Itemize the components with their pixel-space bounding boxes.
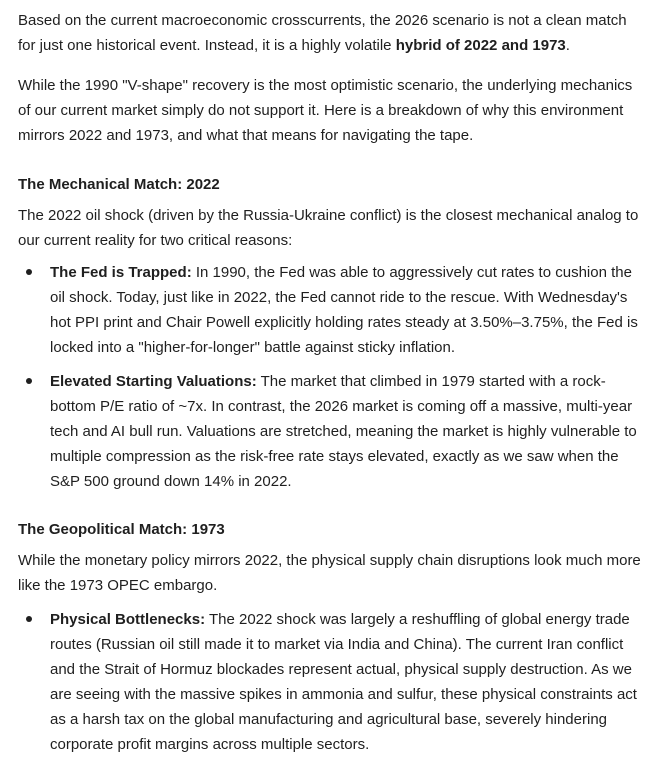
intro-emphasis: hybrid of 2022 and 1973 — [395, 37, 566, 54]
intro-paragraph-2: While the 1990 "V-shape" recovery is the most optimistic scenario, the underlying mechanics of our current market simply do not support it. Here is a breakdown of why this environment mirrors 2022 and 1973, and what that means for navigating the tape. — [18, 77, 633, 144]
bullet-title: Elevated Starting Valuations: — [50, 373, 257, 390]
intro-text-start: Based on the current macroeconomic crosscurrents, the 2026 scenario is not a clean match for just one historical event. Instead, it is a highly volatile — [18, 12, 627, 54]
bullet-text: The 2022 shock was largely a reshuffling of global energy trade routes (Russian oil still made it to market via India and China). The current Iran conflict and the Strait of Hormuz blockades represent actual, physical supply destruction. As we are seeing with the massive spikes in ammonia and sulfur, these physical constraints act as a harsh tax on the global manufacturing and agricultural base, severely hindering corporate profit margins across multiple sectors. — [50, 611, 637, 753]
bullet-dot — [26, 269, 32, 275]
section-heading-1973: The Geopolitical Match: 1973 — [18, 521, 225, 538]
section-heading-2022: The Mechanical Match: 2022 — [18, 176, 220, 193]
bullet-title: The Fed is Trapped: — [50, 264, 192, 281]
section-1973-intro: While the monetary policy mirrors 2022, the physical supply chain disruptions look much more like the 1973 OPEC embargo. — [18, 552, 641, 594]
bullet-elevated-valuations — [50, 369, 648, 494]
bullet-physical-bottlenecks — [50, 607, 648, 757]
intro-text-end: . — [565, 37, 570, 54]
bullet-title: Physical Bottlenecks: — [50, 611, 206, 628]
bullet-dot — [26, 616, 32, 622]
section-2022-intro: The 2022 oil shock (driven by the Russia-Ukraine conflict) is the closest mechanical analog to our current reality for two critical reasons: — [18, 207, 639, 249]
bullet-dot — [26, 378, 32, 384]
intro-paragraph-1 — [18, 8, 648, 58]
bullet-text: In 1990, the Fed was able to aggressively cut rates to cushion the oil shock. Today, just like in 2022, the Fed cannot ride to the rescue. With Wednesday's hot PPI print and Chair Powell explicitly holding rates steady at 3.50%–3.75%, the Fed is locked into a "higher-for-longer" battle against sticky inflation. — [50, 264, 638, 356]
bullet-text: The market that climbed in 1979 started with a rock-bottom P/E ratio of ~7x. In contrast, the 2026 market is coming off a massive, multi-year tech and AI bull run. Valuations are stretched, meaning the market is highly vulnerable to multiple compression as the risk-free rate stays elevated, exactly as we saw when the S&P 500 ground down 14% in 2022. — [50, 373, 637, 490]
bullet-fed-trapped — [50, 260, 648, 360]
